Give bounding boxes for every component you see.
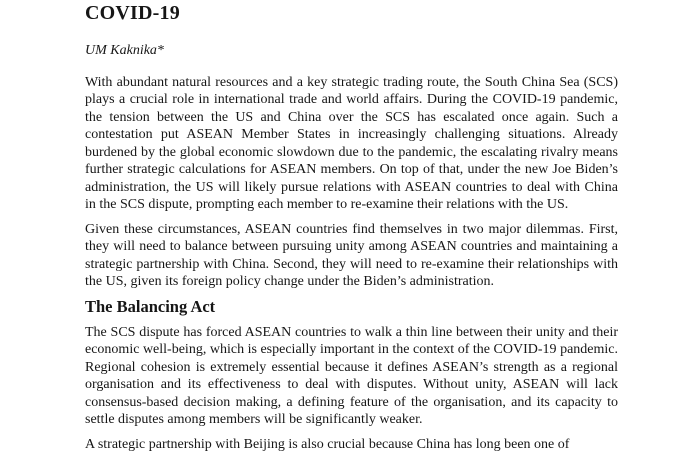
intro-paragraph-2: Given these circumstances, ASEAN countries find themselves in two major dilemmas. First, they will need to balance between pursuing unity among ASEAN countries and maintaining a strategic partnership with China. Second, they will need to re-examine their relationships with the US, given its foreign policy change under the Biden’s administration. — [85, 221, 618, 291]
author-byline: UM Kaknika* — [85, 42, 618, 60]
body-paragraph-2: A strategic partnership with Beijing is also crucial because China has long been one of — [85, 436, 618, 453]
page-title: COVID-19 — [85, 2, 618, 24]
body-paragraph-1: The SCS dispute has forced ASEAN countries to walk a thin line between their unity and their economic well-being, which is especially important in the context of the COVID-19 pandemic. Regional cohesion is extremely essential because it defines ASEAN’s strength as a regional organisation and its effectiveness to deal with disputes. Without unity, ASEAN will lack consensus-based decision making, a defining feature of the organisation, and its capacity to settle disputes among members will be significantly weaker. — [85, 324, 618, 429]
intro-paragraph-1: With abundant natural resources and a key strategic trading route, the South China Sea (SCS) plays a crucial role in international trade and world affairs. During the COVID-19 pandemic, the tension between the US and China over the SCS has escalated once again. Such a contestation put ASEAN Member States in increasingly challenging situations. Already burdened by the global economic slowdown due to the pandemic, the escalating rivalry means further strategic calculations for ASEAN members. On top of that, under the new Joe Biden’s administration, the US will likely pursue relations with ASEAN countries to deal with China in the SCS dispute, prompting each member to re-examine their relations with the US. — [85, 74, 618, 214]
section-heading-balancing-act: The Balancing Act — [85, 298, 618, 315]
